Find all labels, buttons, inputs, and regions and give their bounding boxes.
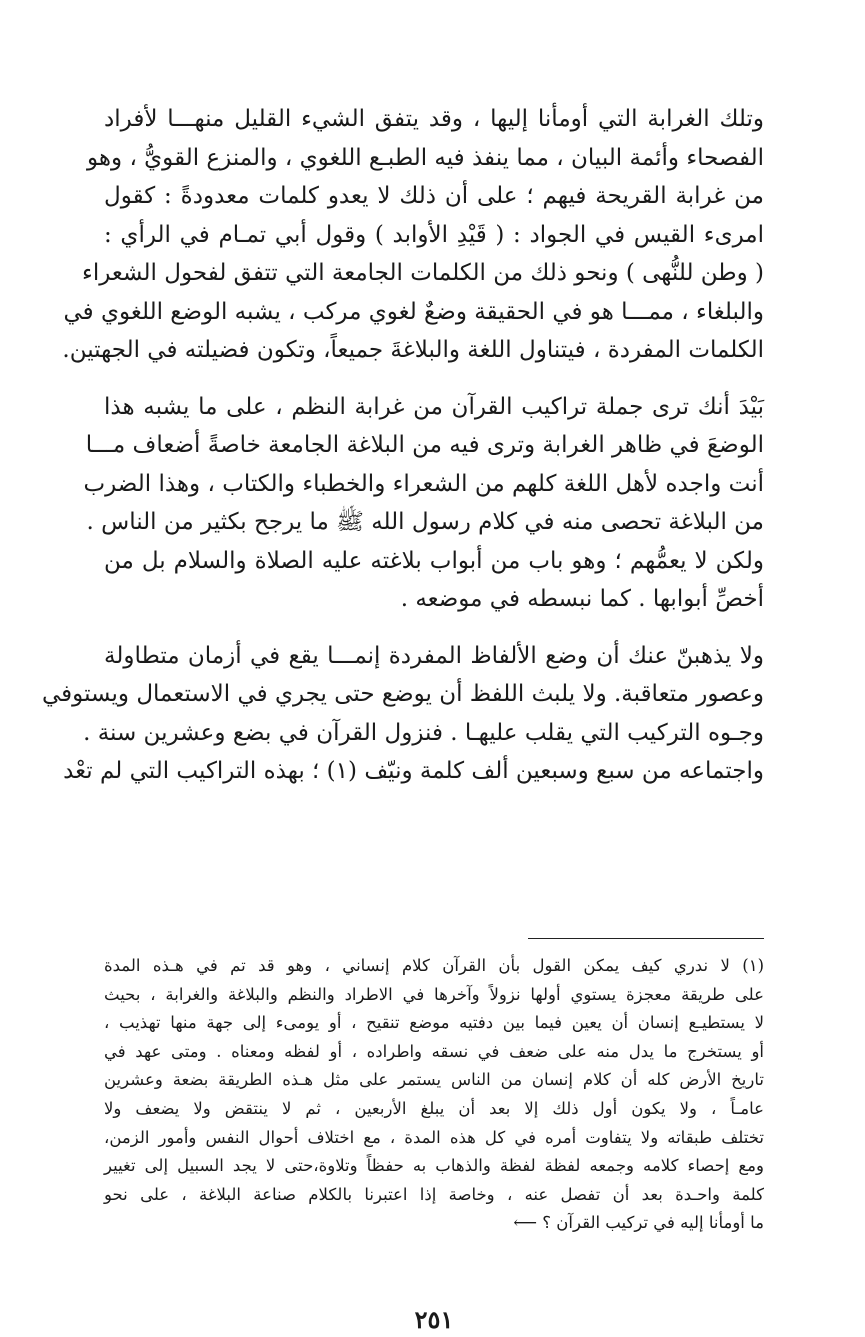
text-line: الفصحاء وأئمة البيان ، مما ينفذ فيه الطبـع اللغوي ، والمنزع القويُّ ، وهو (87, 144, 764, 171)
footnote (104, 952, 764, 1238)
footnote-line: تاريخ الأرض كله أن كلام إنسان من الناس يستمر على مثل هـذه الطريقة بضعة وعشرين (104, 1070, 764, 1090)
text-line: بَيْدَ أنك ترى جملة تراكيب القرآن من غرابة النظم ، على ما يشبه هذا (104, 393, 764, 420)
text-line: الوضعَ في ظاهر الغرابة وترى فيه من البلاغة الجامعة خاصةً أضعاف مـــا (85, 432, 764, 458)
text-line: والبلغاء ، ممـــا هو في الحقيقة وضعٌ لغوي مركب ، يشبه الوضع اللغوي في (63, 298, 764, 325)
footnote-line: لا يستطيـع إنسان أن يعين فيما بين دفتيه موضع تنقيح ، أو يومىء إلى جهة منها تهذيب ، (104, 1013, 764, 1033)
footnote-divider (528, 938, 764, 939)
text-line: ولكن لا يعمُّهم ؛ وهو باب من أبواب بلاغته عليه الصلاة والسلام بل من (104, 547, 764, 574)
footnote-line: كلمة واحـدة بعد أن تفصل عنه ، وخاصة إذا اعتبرنا بالكلام صناعة البلاغة ، على نحو (104, 1184, 764, 1204)
paragraph-2 (83, 388, 764, 619)
footnote-line: تختلف طبقاته ولا يتفاوت أمره في كل هذه المدة ، مع اختلاف أحوال النفس وأمور الزمن، (104, 1127, 764, 1147)
text-line: ولا يذهبنّ عنك أن وضع الألفاظ المفردة إنمـــا يقع في أزمان متطاولة (104, 642, 764, 669)
footnote-line: ومع إحصاء كلامه وجمعه لفظة لفظة والذهاب به حفظاً وتلاوة،حتى لا يجد السبيل إلى تغيير (104, 1156, 764, 1176)
text-line: وتلك الغرابة التي أومأنا إليها ، وقد يتفق الشيء القليل منهـــا لأفراد (104, 106, 764, 132)
text-line: وعصور متعاقبة. ولا يلبث اللفظ أن يوضع حتى يجري في الاستعمال ويستوفي (42, 681, 764, 707)
text-line: واجتماعه من سبع وسبعين ألف كلمة ونيّف (١) ؛ بهذه التراكيب التي لم تعْد (63, 758, 764, 784)
footnote-line: أو يستخرج ما يدل منه على ضعف في نسقه واطراده ، أو لفظه ومعناه . ومتى عهد في (104, 1041, 764, 1061)
text-line: ( وطن للنُّهى ) ونحو ذلك من الكلمات الجامعة التي تتفق لفحول الشعراء (82, 260, 764, 286)
text-line: الكلمات المفردة ، فيتناول اللغة والبلاغةَ جميعاً، وتكون فضيلته في الجهتين. (62, 337, 764, 363)
text-line: وجـوه التركيب التي يقلب عليهـا . فنزول القرآن في بضع وعشرين سنة . (83, 719, 764, 746)
page-number: ٢٥١ (414, 1305, 454, 1334)
footnote-line: (١) لا ندري كيف يمكن القول بأن القرآن كلام إنساني ، وهو قد تم في هـذه المدة (104, 956, 764, 975)
text-line: امرىء القيس في الجواد : ( قَيْدِ الأوابد ) وقول أبي تمـام في الرأي : (104, 221, 764, 248)
footnote-line: ما أومأنا إليه في تركيب القرآن ؟ ⟵ (513, 1213, 764, 1233)
paragraph-3 (42, 637, 764, 791)
text-line: أنت واجده لأهل اللغة كلهم من الشعراء والخطباء والكتاب ، وهذا الضرب (83, 470, 764, 497)
text-line: أخصِّ أبوابها . كما نبسطه في موضعه . (400, 586, 764, 612)
footnote-line: عامـاً ، ولا يكون أول ذلك إلا بعد أن يبلغ الأربعين ، ثم لا ينتقض ولا يضعف ولا (104, 1098, 764, 1118)
book-page (42, 100, 764, 1334)
paragraph-1 (62, 100, 764, 370)
text-line: من البلاغة تحصى منه في كلام رسول الله ﷺ ما يرجح بكثير من الناس . (86, 509, 764, 535)
text-line: من غرابة القريحة فيهم ؛ على أن ذلك لا يعدو كلمات معدودةً : كقول (104, 183, 764, 209)
footnote-line: على طريقة معجزة يستوي أولها نزولاً وآخرها في الاطراد والنظم والبلاغة والغرابة ، بحيث (104, 984, 764, 1004)
